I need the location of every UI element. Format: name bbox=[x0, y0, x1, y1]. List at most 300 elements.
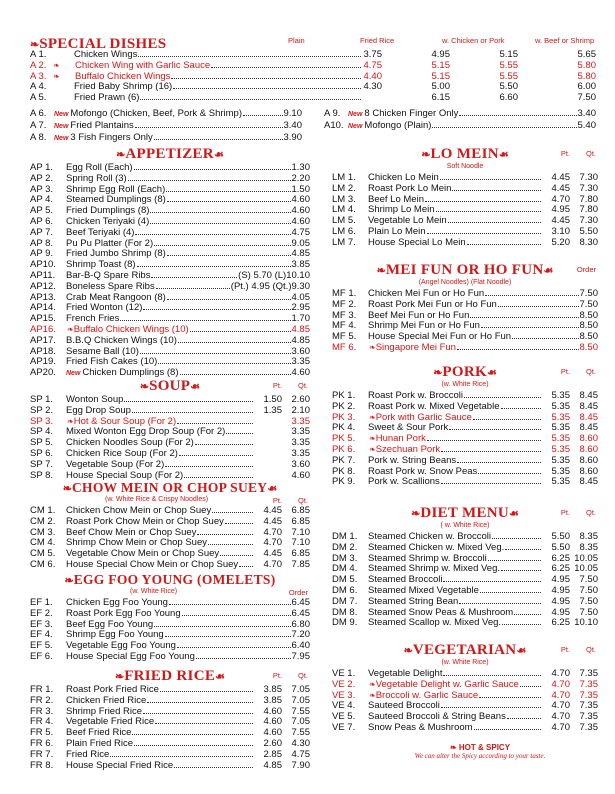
item-name: Egg Roll (Each) bbox=[66, 162, 133, 173]
fried-rice-list bbox=[30, 685, 310, 771]
dot-leader bbox=[481, 327, 579, 328]
item-name: 8 Chicken Finger Only bbox=[364, 107, 459, 119]
item-price: 5.55 bbox=[499, 70, 518, 82]
item-price: 8.50 bbox=[579, 320, 598, 332]
item-price: 4.40 bbox=[363, 70, 382, 82]
dot-leader bbox=[155, 723, 253, 724]
pork-section bbox=[332, 364, 598, 488]
dot-leader bbox=[137, 266, 291, 267]
dot-leader bbox=[169, 604, 291, 605]
price-pt: 4.70 bbox=[551, 711, 570, 723]
special-header bbox=[30, 36, 596, 50]
dot-leader bbox=[167, 299, 291, 300]
price-pt: 4.45 bbox=[263, 548, 282, 560]
item-code: LM 5. bbox=[332, 215, 356, 227]
dot-leader bbox=[505, 549, 541, 550]
price-pt: 4.70 bbox=[551, 689, 570, 701]
dot-leader bbox=[485, 295, 578, 296]
price-pt: 3.10 bbox=[551, 225, 570, 237]
item-code: FR 5. bbox=[30, 727, 54, 739]
item-code: DM 6. bbox=[332, 584, 358, 596]
dot-leader bbox=[154, 626, 290, 627]
item-name: Beef Teriyaki (4) bbox=[66, 226, 135, 238]
dot-leader bbox=[441, 707, 541, 708]
dot-leader bbox=[441, 483, 541, 484]
item-price: 4.85 bbox=[291, 248, 310, 260]
dot-leader bbox=[190, 331, 291, 332]
item-name: Chicken Wing with Garlic Sauce bbox=[75, 59, 211, 71]
dot-leader bbox=[197, 534, 253, 535]
dot-leader bbox=[156, 288, 230, 289]
appetizer-section bbox=[30, 146, 310, 380]
dot-leader bbox=[178, 342, 291, 343]
item-code: AP 7. bbox=[30, 226, 54, 238]
price-qt: 7.05 bbox=[291, 684, 310, 695]
dot-leader bbox=[167, 201, 291, 202]
dot-leader bbox=[243, 115, 282, 116]
item-name: Chicken Teriyaki (4) bbox=[66, 215, 150, 227]
swirl-ornament-icon: ☙ bbox=[516, 645, 527, 657]
chili-pepper-icon: ❧ bbox=[369, 679, 376, 689]
dot-leader bbox=[520, 686, 541, 687]
swirl-ornament-icon: ❧ bbox=[139, 381, 150, 393]
item-name: Beef Mei Fun or Ho Fun bbox=[368, 309, 470, 321]
price-pt: 2.85 bbox=[263, 748, 282, 760]
item-name: Shrimp Egg Roll (Each) bbox=[66, 183, 166, 195]
item-name: House Special Fried Rice bbox=[66, 759, 174, 771]
dot-leader bbox=[143, 713, 253, 714]
dot-leader bbox=[135, 127, 283, 128]
item-name: Fried Fish Cakes (10) bbox=[66, 356, 158, 368]
item-price: 5.50 bbox=[499, 81, 518, 93]
section-subtitle: (w. White Rice) bbox=[441, 381, 489, 388]
dot-leader bbox=[138, 56, 361, 57]
dot-leader bbox=[212, 512, 253, 513]
dot-leader bbox=[239, 566, 253, 567]
item-code: AP18. bbox=[30, 345, 56, 357]
item-code: AP 8. bbox=[30, 237, 54, 249]
price-qt: 7.35 bbox=[579, 721, 598, 733]
dot-leader bbox=[135, 234, 290, 235]
dot-leader bbox=[180, 374, 291, 375]
section-title: EGG FOO YOUNG (OMELETS) bbox=[73, 572, 276, 587]
item-price: 3.40 bbox=[283, 119, 302, 131]
item-code: EF 1. bbox=[30, 597, 53, 608]
dot-leader bbox=[110, 756, 253, 757]
item-code: CM 4. bbox=[30, 537, 56, 549]
soup-list bbox=[30, 395, 310, 481]
price-qt: 7.35 bbox=[579, 711, 598, 723]
dot-leader bbox=[507, 718, 541, 719]
mei-fun-section bbox=[332, 262, 598, 354]
price-qt: 10.05 bbox=[574, 563, 598, 575]
item-code: AP11. bbox=[30, 269, 56, 281]
price-qt: 7.05 bbox=[291, 694, 310, 706]
item-price: 8.50 bbox=[579, 331, 598, 343]
price-pt: 5.35 bbox=[551, 454, 570, 466]
item-code: CM 5. bbox=[30, 548, 56, 560]
item-code: SP 4. bbox=[30, 426, 54, 438]
chili-pepper-icon: ❧ bbox=[369, 444, 376, 454]
section-header bbox=[30, 146, 310, 163]
dot-leader bbox=[165, 636, 291, 637]
dot-leader bbox=[436, 211, 541, 212]
dot-leader bbox=[151, 277, 237, 278]
price-qt: 7.05 bbox=[291, 716, 310, 728]
item-name: Mofongo (Chicken, Beef, Pork & Shrimp) bbox=[70, 107, 243, 119]
dot-leader bbox=[459, 115, 576, 116]
item-code: FR 1. bbox=[30, 684, 54, 695]
menu-item-row bbox=[30, 761, 310, 772]
chili-pepper-icon: ❧ bbox=[53, 60, 60, 70]
menu-item-row bbox=[332, 238, 598, 249]
item-code: MF 4. bbox=[332, 320, 357, 332]
item-code: VE 2. bbox=[332, 678, 356, 690]
dot-leader bbox=[196, 658, 291, 659]
item-code: A 3. bbox=[30, 70, 47, 82]
item-name: Beef Fried Rice bbox=[66, 727, 132, 739]
item-code: VE 1. bbox=[332, 668, 356, 679]
price-pt: 5.50 bbox=[551, 541, 570, 553]
item-code: AP19. bbox=[30, 356, 56, 368]
dot-leader bbox=[177, 423, 253, 424]
section-subtitle: Soft Noodle bbox=[446, 163, 484, 170]
appetizer-list bbox=[30, 163, 310, 380]
item-code: PK 7. bbox=[332, 454, 356, 466]
item-price: 3.35 bbox=[291, 356, 310, 368]
lo-mein-section bbox=[332, 146, 598, 249]
price-pt: 2.60 bbox=[263, 737, 282, 749]
menu-item-row bbox=[30, 174, 310, 185]
price-pt: 4.45 bbox=[551, 182, 570, 194]
price-qt: 3.35 bbox=[291, 415, 310, 427]
dot-leader bbox=[147, 702, 253, 703]
dot-leader bbox=[134, 745, 253, 746]
price-qt: 3.60 bbox=[291, 458, 310, 470]
price-qt: 8.45 bbox=[579, 476, 598, 488]
item-code: LM 1. bbox=[332, 172, 356, 183]
swirl-ornament-icon: ☙ bbox=[213, 149, 224, 161]
item-code: MF 2. bbox=[332, 298, 357, 310]
menu-item-row bbox=[332, 597, 598, 608]
item-code: CM 2. bbox=[30, 515, 56, 527]
price-pt: 5.35 bbox=[551, 411, 570, 423]
price-pt: 5.35 bbox=[551, 476, 570, 488]
dot-leader bbox=[440, 179, 541, 180]
price-qt: 8.30 bbox=[579, 236, 598, 248]
diet-menu-section bbox=[332, 505, 598, 629]
item-name: Fried Prawn (6) bbox=[74, 92, 140, 104]
section-title: DIET MENU bbox=[420, 505, 510, 521]
item-price: 1.70 bbox=[291, 313, 310, 325]
item-code: AP 2. bbox=[30, 172, 54, 184]
item-price: 7.50 bbox=[577, 92, 596, 104]
item-name: Sweet & Sour Pork bbox=[368, 422, 449, 434]
price-pt: 4.45 bbox=[263, 515, 282, 527]
item-code: EF 6. bbox=[30, 650, 53, 662]
dot-leader bbox=[512, 338, 578, 339]
dot-leader bbox=[443, 675, 541, 676]
item-name: Sauteed Broccoli & String Beans bbox=[368, 711, 506, 723]
item-name: Chicken Wings bbox=[74, 49, 138, 60]
item-name: Sauteed Broccoli bbox=[368, 700, 440, 712]
item-name: Vegetable Delight w. Garlic Sauce bbox=[375, 678, 519, 690]
price-pt: 5.35 bbox=[551, 400, 570, 412]
item-price: 4.85 bbox=[291, 323, 310, 335]
price-qt: 8.45 bbox=[579, 422, 598, 434]
item-price: 7.50 bbox=[579, 288, 598, 299]
dot-leader bbox=[501, 570, 541, 571]
price-pt: 3.85 bbox=[263, 694, 282, 706]
item-name: B.B.Q Chicken Wings (10) bbox=[66, 334, 177, 346]
item-code: CM 6. bbox=[30, 558, 56, 570]
item-price: 1.30 bbox=[291, 162, 310, 173]
item-price: 5.80 bbox=[577, 70, 596, 82]
item-name: Shrimp Chow Mein or Chop Suey bbox=[66, 537, 207, 549]
item-price: 6.40 bbox=[291, 640, 310, 652]
item-code: AP 1. bbox=[30, 162, 54, 173]
price-pt: 6.25 bbox=[551, 563, 570, 575]
special-extra-right bbox=[324, 109, 596, 144]
price-qt: 7.35 bbox=[579, 678, 598, 690]
item-name: Plain Lo Mein bbox=[368, 225, 426, 237]
item-price: 7.95 bbox=[291, 650, 310, 662]
item-code: FR 3. bbox=[30, 705, 54, 717]
item-name: Shrimp Egg Foo Young bbox=[66, 629, 164, 641]
menu-item-row bbox=[324, 109, 596, 121]
dot-leader bbox=[473, 419, 541, 420]
item-code: EF 4. bbox=[30, 629, 53, 641]
price-qt: 7.50 bbox=[579, 574, 598, 586]
item-price: 5.15 bbox=[431, 59, 450, 71]
item-code: FR 4. bbox=[30, 716, 54, 728]
menu-item-row bbox=[30, 336, 310, 347]
item-code: FR 7. bbox=[30, 748, 54, 760]
item-code: MF 1. bbox=[332, 288, 357, 299]
item-code: LM 6. bbox=[332, 225, 356, 237]
item-price: 2.95 bbox=[291, 302, 310, 314]
chili-pepper-icon: ❧ bbox=[369, 690, 376, 700]
price-pt: 4.60 bbox=[263, 727, 282, 739]
swirl-ornament-icon: ❧ bbox=[116, 149, 126, 161]
price-qt: 6.85 bbox=[291, 548, 310, 560]
item-price: 4.05 bbox=[291, 291, 310, 303]
col-header: Qt. bbox=[585, 149, 596, 158]
item-name: Chicken Dumplings (8) bbox=[82, 367, 179, 379]
dot-leader bbox=[478, 473, 541, 474]
swirl-ornament-icon: ☙ bbox=[498, 149, 509, 161]
item-name: Shrimp Toast (8) bbox=[66, 259, 136, 271]
dot-leader bbox=[150, 223, 290, 224]
menu-item-row bbox=[332, 723, 598, 734]
dot-leader bbox=[479, 697, 541, 698]
dot-leader bbox=[470, 317, 578, 318]
price-pt: 4.95 bbox=[551, 606, 570, 618]
swirl-ornament-icon: ☙ bbox=[215, 671, 226, 683]
item-name: Plain Fried Rice bbox=[66, 737, 134, 749]
chili-pepper-icon: ❧ bbox=[369, 342, 376, 352]
swirl-ornament-icon: ☙ bbox=[486, 367, 497, 379]
item-code: AP17. bbox=[30, 334, 56, 346]
section-title: PORK bbox=[442, 364, 487, 380]
price-qt: 2.10 bbox=[291, 404, 310, 416]
swirl-ornament-icon: ☙ bbox=[267, 483, 278, 495]
item-price-mid: (Pt.) 4.95 (Qt.) bbox=[230, 280, 292, 292]
item-price: 10.10 bbox=[286, 269, 310, 281]
price-qt: 8.35 bbox=[579, 531, 598, 542]
price-qt: 4.60 bbox=[291, 469, 310, 481]
item-name: Hot & Sour Soup (For 2) bbox=[73, 415, 177, 427]
item-price: 4.60 bbox=[291, 205, 310, 217]
chili-pepper-icon: ❧ bbox=[369, 434, 376, 444]
price-pt: 4.70 bbox=[263, 537, 282, 549]
price-pt: 4.70 bbox=[263, 558, 282, 570]
item-price: 6.45 bbox=[291, 607, 310, 619]
menu-item-row bbox=[30, 61, 596, 72]
item-name: Chicken Fried Rice bbox=[66, 694, 147, 706]
item-price: 4.95 bbox=[431, 49, 450, 60]
item-name: Shrimp Lo Mein bbox=[368, 204, 435, 216]
price-qt: 7.35 bbox=[579, 668, 598, 679]
menu-item-row bbox=[332, 477, 598, 488]
item-name: Spring Roll (3) bbox=[66, 172, 127, 184]
menu-item-row bbox=[30, 133, 302, 145]
menu-item-row bbox=[30, 228, 310, 239]
price-pt: 5.35 bbox=[551, 465, 570, 477]
item-price-mid: (S) 5.70 (L) bbox=[238, 269, 287, 281]
item-name: French Fries bbox=[66, 313, 120, 325]
swirl-ornament-icon: ☙ bbox=[509, 508, 519, 520]
item-name: House Special Chow Mein or Chop Suey bbox=[66, 558, 239, 570]
section-subtitle: (w. White Rice) bbox=[130, 588, 178, 595]
item-code: SP 3. bbox=[30, 415, 54, 427]
menu-item-row bbox=[332, 543, 598, 554]
dot-leader bbox=[452, 190, 541, 191]
item-code: A 1. bbox=[30, 49, 47, 60]
menu-item-row bbox=[30, 560, 310, 571]
dot-leader bbox=[514, 614, 541, 615]
new-badge: New bbox=[348, 110, 363, 118]
price-pt: 4.45 bbox=[551, 172, 570, 183]
item-price: 3.75 bbox=[363, 49, 382, 60]
special-items-list bbox=[30, 50, 596, 104]
item-name: Shrimp Mei Fun or Ho Fun bbox=[368, 320, 480, 332]
item-code: AP20. bbox=[30, 367, 56, 379]
price-qt: 7.55 bbox=[291, 727, 310, 739]
item-name: Steamed Chicken w. Mixed Veg. bbox=[368, 541, 505, 553]
item-price: 5.15 bbox=[431, 70, 450, 82]
item-code: PK 3. bbox=[332, 411, 356, 423]
menu-item-row bbox=[30, 406, 310, 417]
item-code: DM 5. bbox=[332, 574, 358, 586]
dot-leader bbox=[160, 691, 253, 692]
dot-leader bbox=[492, 538, 541, 539]
dot-leader bbox=[134, 169, 291, 170]
dot-leader bbox=[182, 615, 291, 616]
item-code: AP10. bbox=[30, 259, 56, 271]
price-pt: 4.70 bbox=[263, 526, 282, 538]
item-code: DM 4. bbox=[332, 563, 358, 575]
dot-leader bbox=[140, 353, 291, 354]
swirl-ornament-icon: ❧ bbox=[30, 39, 40, 51]
dot-leader bbox=[177, 647, 291, 648]
item-name: House Special Mei Fun or Ho Fun bbox=[368, 331, 512, 343]
col-header: Order bbox=[576, 265, 596, 274]
item-code: PK 6. bbox=[332, 443, 356, 455]
price-pt: 4.95 bbox=[551, 204, 570, 216]
dot-leader bbox=[459, 603, 541, 604]
item-name: Fried Wonton (12) bbox=[66, 302, 143, 314]
swirl-ornament-icon: ❧ bbox=[411, 508, 421, 520]
section-header bbox=[30, 480, 310, 496]
menu-item-row bbox=[332, 332, 598, 343]
item-price: 8.50 bbox=[579, 309, 598, 321]
item-price: 9.10 bbox=[283, 107, 302, 119]
price-pt: 4.45 bbox=[263, 505, 282, 516]
item-price: 4.75 bbox=[363, 59, 382, 71]
section-header bbox=[332, 364, 598, 381]
price-pt: 1.50 bbox=[263, 394, 282, 405]
item-price: 6.60 bbox=[499, 92, 518, 104]
item-name: Steamed Chicken w. Broccoli bbox=[368, 531, 492, 542]
item-name: Boneless Spare Ribs bbox=[66, 280, 155, 292]
item-price: 4.60 bbox=[291, 215, 310, 227]
item-price: 5.40 bbox=[577, 119, 596, 131]
item-code: AP 4. bbox=[30, 194, 54, 206]
item-code: AP16. bbox=[30, 323, 56, 335]
swirl-ornament-icon: ❧ bbox=[421, 149, 431, 161]
item-price: 7.20 bbox=[291, 629, 310, 641]
item-code: AP13. bbox=[30, 291, 56, 303]
dot-leader bbox=[441, 451, 541, 452]
item-name: Beef Chow Mein or Chop Suey bbox=[66, 526, 197, 538]
section-title: SOUP bbox=[149, 378, 191, 394]
item-name: Chicken Rice Soup (For 2) bbox=[66, 447, 178, 459]
price-qt: 6.85 bbox=[291, 505, 310, 516]
item-price: 5.00 bbox=[431, 81, 450, 93]
section-subtitle: (w. White Rice) bbox=[441, 659, 489, 666]
price-pt: 4.95 bbox=[551, 584, 570, 596]
item-name: Steamed Shrimp w. Mixed Veg. bbox=[368, 563, 501, 575]
item-name: Vegetable Chow Mein or Chop Suey bbox=[66, 548, 220, 560]
menu-item-row bbox=[332, 618, 598, 629]
mei-fun-list bbox=[332, 289, 598, 354]
dot-leader bbox=[166, 191, 290, 192]
item-code: AP15. bbox=[30, 313, 56, 325]
item-price: 5.80 bbox=[577, 59, 596, 71]
item-code: SP 1. bbox=[30, 394, 54, 405]
item-name: Chicken Chow Mein or Chop Suey bbox=[66, 505, 212, 516]
chow-mein-section bbox=[30, 480, 310, 571]
item-name: Mofongo (Plain) bbox=[364, 119, 432, 131]
item-name: Pork with Garlic Sauce bbox=[375, 411, 472, 423]
dot-leader bbox=[195, 444, 253, 445]
item-code: AP 9. bbox=[30, 248, 54, 260]
dot-leader bbox=[154, 139, 283, 140]
price-qt: 3.35 bbox=[291, 447, 310, 459]
item-name: Roast Pork Mei Fun or Ho Fun bbox=[368, 298, 497, 310]
soup-section bbox=[30, 378, 310, 481]
item-name: Sesame Ball (10) bbox=[66, 345, 139, 357]
spicy-note: We can alter the Spicy according to your taste. bbox=[414, 752, 546, 760]
price-qt: 7.30 bbox=[579, 215, 598, 227]
item-price: 4.85 bbox=[291, 334, 310, 346]
item-name: Steamed Scallop w. Mixed Veg. bbox=[368, 617, 502, 629]
menu-item-row bbox=[332, 300, 598, 311]
section-header bbox=[30, 572, 310, 588]
item-price: 4.60 bbox=[291, 367, 310, 379]
section-title: FRIED RICE bbox=[124, 668, 216, 684]
